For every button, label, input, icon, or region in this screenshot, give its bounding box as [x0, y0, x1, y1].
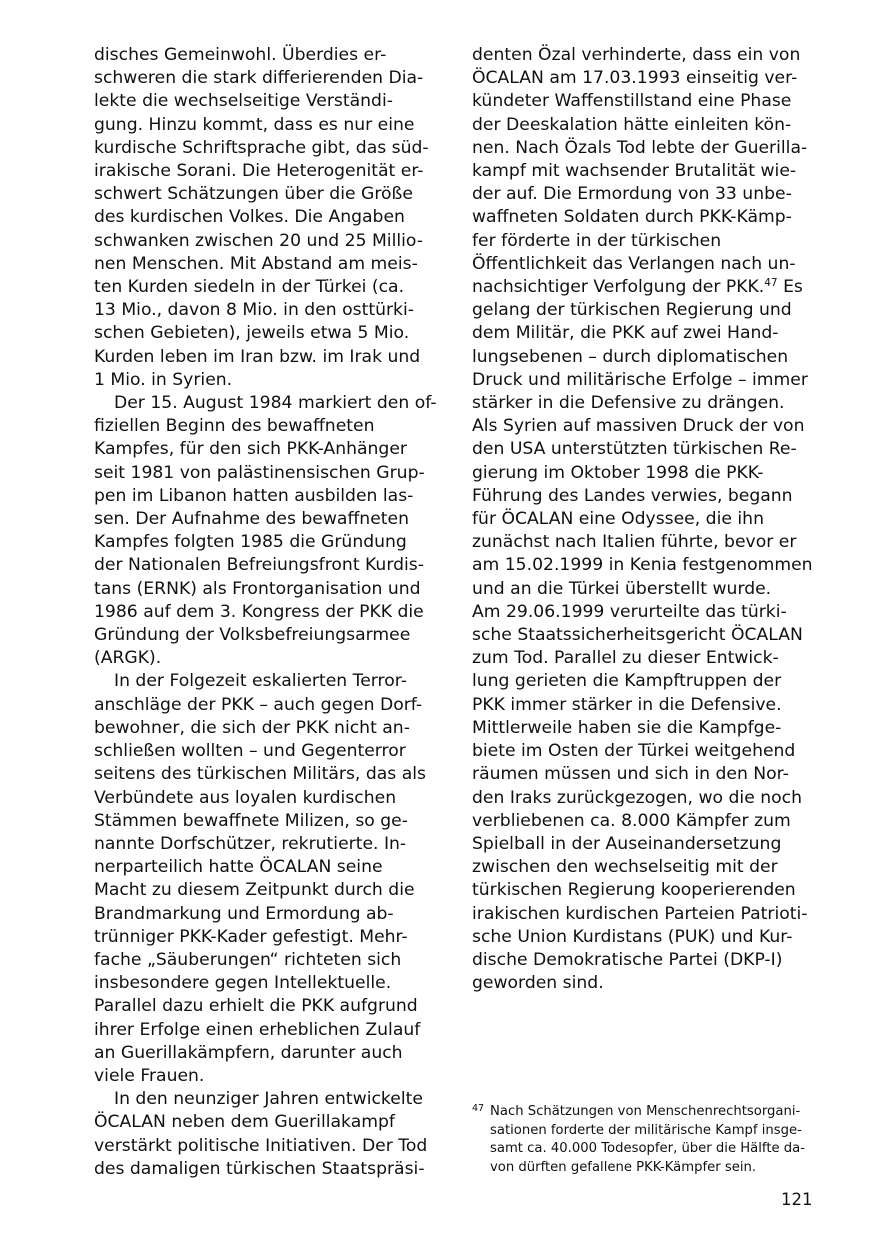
- line-text: Kampfes folgten 1985 die Gründung: [94, 532, 407, 553]
- line-text: sche Union Kurdistans (PUK) und Kur-: [472, 926, 793, 947]
- text-line: [94, 694, 439, 717]
- text-line: [94, 346, 439, 369]
- text-line: [94, 740, 439, 763]
- text-line: [472, 554, 817, 577]
- line-text: pen im Libanon hatten ausbilden las-: [94, 485, 414, 506]
- line-text: nen. Nach Özals Tod lebte der Guerilla-: [472, 137, 808, 158]
- text-line: [472, 694, 817, 717]
- text-line: [472, 462, 817, 485]
- text-line: [472, 299, 817, 322]
- line-text: nerparteilich hatte ÖCALAN seine: [94, 857, 383, 878]
- line-text: nen Menschen. Mit Abstand am meis-: [94, 253, 418, 274]
- footnote-reference: 47: [764, 277, 778, 290]
- text-line: [94, 206, 439, 229]
- line-text: PKK immer stärker in die Defensive.: [472, 694, 782, 715]
- footnote: [472, 1103, 817, 1177]
- footnote-lines: [472, 1103, 817, 1177]
- line-text: Kurden leben im Iran bzw. im Irak und: [94, 346, 421, 367]
- line-text: dem Militär, die PKK auf zwei Hand-: [472, 323, 779, 344]
- line-text: bewohner, die sich der PKK nicht an-: [94, 717, 410, 738]
- line-text: Druck und militärische Erfolge – immer: [472, 369, 808, 390]
- text-line: [94, 392, 439, 415]
- line-text: viele Frauen.: [94, 1065, 205, 1086]
- text-line: [94, 462, 439, 485]
- line-text: zwischen den wechselseitig mit der: [472, 857, 778, 878]
- line-text: sen. Der Aufnahme des bewaffneten: [94, 509, 409, 530]
- text-line: [94, 276, 439, 299]
- text-line: [472, 879, 817, 902]
- text-line: [94, 995, 439, 1018]
- line-text: seit 1981 von palästinensischen Grup-: [94, 462, 425, 483]
- line-text: Am 29.06.1999 verurteilte das türki-: [472, 601, 787, 622]
- text-line: [472, 346, 817, 369]
- text-line: [94, 554, 439, 577]
- line-text: disches Gemeinwohl. Überdies er-: [94, 45, 387, 65]
- line-text: räumen müssen und sich in den Nor-: [472, 764, 789, 785]
- line-text: Kampfes, für den sich PKK-Anhänger: [94, 439, 407, 460]
- line-text: geworden sind.: [472, 973, 604, 994]
- footnote-line: von dürften gefallene PKK-Kämpfer sein.: [490, 1159, 757, 1175]
- text-line: [94, 647, 439, 670]
- text-line: [472, 508, 817, 531]
- line-text: In den neunziger Jahren entwickelte: [114, 1089, 423, 1110]
- line-text-continued: Es: [777, 277, 803, 298]
- text-line: [472, 717, 817, 740]
- line-text: Mittlerweile haben sie die Kampfge-: [472, 717, 782, 738]
- text-line: [94, 1111, 439, 1134]
- line-text: ÖCALAN neben dem Guerillakampf: [94, 1112, 395, 1133]
- text-line: [472, 578, 817, 601]
- left-column: [94, 44, 439, 1181]
- line-text: 13 Mio., davon 8 Mio. in den osttürki-: [94, 300, 414, 321]
- text-line: [472, 949, 817, 972]
- line-text: waffneten Soldaten durch PKK-Kämp-: [472, 207, 792, 228]
- line-text: kündeter Waffenstillstand eine Phase: [472, 91, 792, 112]
- text-line: [94, 508, 439, 531]
- text-line: [94, 44, 439, 67]
- text-line: [472, 137, 817, 160]
- text-line: [94, 438, 439, 461]
- line-text: und an die Türkei überstellt wurde.: [472, 578, 772, 599]
- line-text: schen Gebieten), jeweils etwa 5 Mio.: [94, 323, 410, 344]
- line-text: fer förderte in der türkischen: [472, 230, 722, 251]
- text-line: [94, 972, 439, 995]
- line-text: der Nationalen Befreiungsfront Kurdis-: [94, 555, 424, 576]
- text-line: [94, 810, 439, 833]
- text-line: [94, 299, 439, 322]
- page-number: 121: [781, 1190, 813, 1209]
- text-line: [94, 1158, 439, 1181]
- text-line: [94, 763, 439, 786]
- text-line: [472, 160, 817, 183]
- line-text: denten Özal verhinderte, dass ein von: [472, 45, 801, 65]
- text-line: [472, 601, 817, 624]
- right-column: [472, 44, 817, 995]
- line-text: schließen wollten – und Gegenterror: [94, 741, 406, 762]
- text-line: [94, 137, 439, 160]
- line-text: verbliebenen ca. 8.000 Kämpfer zum: [472, 810, 791, 831]
- text-line: [94, 670, 439, 693]
- text-line: [94, 531, 439, 554]
- text-line: [94, 415, 439, 438]
- line-text: kampf mit wachsender Brutalität wie-: [472, 161, 797, 182]
- line-text: der Deeskalation hätte einleiten kön-: [472, 114, 792, 135]
- text-line: [94, 949, 439, 972]
- line-text: fiziellen Beginn des bewaffneten: [94, 416, 375, 437]
- line-text: In der Folgezeit eskalierten Terror-: [114, 671, 407, 692]
- text-line: [94, 926, 439, 949]
- text-line: [472, 183, 817, 206]
- line-text: seitens des türkischen Militärs, das als: [94, 764, 426, 785]
- line-text: den Iraks zurückgezogen, wo die noch: [472, 787, 802, 808]
- text-line: [94, 578, 439, 601]
- line-text: sche Staatssicherheitsgericht ÖCALAN: [472, 625, 803, 646]
- text-line: [94, 1042, 439, 1065]
- text-line: [94, 1065, 439, 1088]
- line-text: stärker in die Defensive zu drängen.: [472, 393, 785, 414]
- text-line: [94, 1019, 439, 1042]
- line-text: am 15.02.1999 in Kenia festgenommen: [472, 555, 813, 576]
- text-line: [94, 485, 439, 508]
- text-line: [94, 114, 439, 137]
- line-text: gierung im Oktober 1998 die PKK-: [472, 462, 764, 483]
- line-text: Brandmarkung und Ermordung ab-: [94, 903, 394, 924]
- line-text: nannte Dorfschützer, rekrutierte. In-: [94, 833, 407, 854]
- line-text: Spielball in der Auseinandersetzung: [472, 833, 782, 854]
- line-text: Als Syrien auf massiven Druck der von: [472, 416, 805, 437]
- text-line: [472, 322, 817, 345]
- line-text: schweren die stark differierenden Dia-: [94, 68, 424, 89]
- text-line: [472, 670, 817, 693]
- line-text: irakischen kurdischen Parteien Patrioti-: [472, 903, 808, 924]
- text-line: [94, 253, 439, 276]
- text-line: [472, 276, 817, 299]
- footnote-marker: 47: [472, 1103, 485, 1114]
- line-text: gung. Hinzu kommt, dass es nur eine: [94, 114, 415, 135]
- line-text: anschläge der PKK – auch gegen Dorf-: [94, 694, 423, 715]
- line-text: dische Demokratische Partei (DKP-I): [472, 949, 783, 970]
- text-line: [94, 856, 439, 879]
- text-line: [94, 1135, 439, 1158]
- text-line: [472, 531, 817, 554]
- text-line: [472, 647, 817, 670]
- text-line: [472, 438, 817, 461]
- line-text: biete im Osten der Türkei weitgehend: [472, 741, 796, 762]
- text-line: [94, 601, 439, 624]
- line-text: ÖCALAN am 17.03.1993 einseitig ver-: [472, 68, 798, 89]
- line-text: an Guerillakämpfern, darunter auch: [94, 1042, 403, 1063]
- line-text: 1986 auf dem 3. Kongress der PKK die: [94, 601, 424, 622]
- text-line: [94, 183, 439, 206]
- text-line: [94, 833, 439, 856]
- text-line: [472, 392, 817, 415]
- line-text: zum Tod. Parallel zu dieser Entwick-: [472, 648, 779, 669]
- line-text: insbesondere gegen Intellektuelle.: [94, 973, 392, 994]
- line-text: nachsichtiger Verfolgung der PKK.: [472, 277, 765, 298]
- text-line: [472, 624, 817, 647]
- text-line: [472, 972, 817, 995]
- text-line: [94, 369, 439, 392]
- footnote-line: samt ca. 40.000 Todesopfer, über die Hälfte da-: [490, 1141, 806, 1157]
- text-line: [472, 787, 817, 810]
- line-text: schwert Schätzungen über die Größe: [94, 184, 413, 205]
- line-text: türkischen Regierung kooperierenden: [472, 880, 796, 901]
- text-line: [472, 740, 817, 763]
- footnote-line: Nach Schätzungen von Menschenrechtsorgani-: [490, 1104, 801, 1119]
- text-line: [94, 879, 439, 902]
- line-text: trünniger PKK-Kader gefestigt. Mehr-: [94, 926, 408, 947]
- text-line: [472, 230, 817, 253]
- line-text: verstärkt politische Initiativen. Der Tod: [94, 1135, 428, 1156]
- line-text: gelang der türkischen Regierung und: [472, 300, 792, 321]
- text-line: [94, 90, 439, 113]
- text-line: [94, 787, 439, 810]
- line-text: fache „Säuberungen“ richteten sich: [94, 949, 402, 970]
- line-text: (ARGK).: [94, 648, 162, 669]
- text-line: [472, 415, 817, 438]
- footnote-line: sationen forderte der militärische Kampf insge-: [490, 1122, 802, 1138]
- text-line: [94, 230, 439, 253]
- line-text: Der 15. August 1984 markiert den of-: [114, 393, 437, 414]
- text-line: [472, 926, 817, 949]
- line-text: lungsebenen – durch diplomatischen: [472, 346, 789, 367]
- line-text: schwanken zwischen 20 und 25 Millio-: [94, 230, 423, 251]
- text-line: [94, 903, 439, 926]
- text-line: [472, 67, 817, 90]
- text-line: [472, 763, 817, 786]
- line-text: kurdische Schriftsprache gibt, das süd-: [94, 137, 429, 158]
- text-line: [94, 1088, 439, 1111]
- text-line: [94, 67, 439, 90]
- text-line: [94, 717, 439, 740]
- line-text: Öffentlichkeit das Verlangen nach un-: [472, 253, 796, 274]
- line-text: des kurdischen Volkes. Die Angaben: [94, 207, 405, 228]
- line-text: den USA unterstützten türkischen Re-: [472, 439, 797, 460]
- text-line: [472, 485, 817, 508]
- text-line: [94, 624, 439, 647]
- line-text: irakische Sorani. Die Heterogenität er-: [94, 161, 424, 182]
- line-text: 1 Mio. in Syrien.: [94, 369, 233, 390]
- line-text: Stämmen bewaffnete Milizen, so ge-: [94, 810, 408, 831]
- line-text: Parallel dazu erhielt die PKK aufgrund: [94, 996, 418, 1017]
- text-line: [472, 903, 817, 926]
- line-text: lekte die wechselseitige Verständi-: [94, 91, 393, 112]
- text-line: [94, 160, 439, 183]
- line-text: Verbündete aus loyalen kurdischen: [94, 787, 397, 808]
- line-text: ten Kurden siedeln in der Türkei (ca.: [94, 277, 405, 298]
- line-text: lung gerieten die Kampftruppen der: [472, 671, 782, 692]
- line-text: des damaligen türkischen Staatspräsi-: [94, 1158, 425, 1179]
- line-text: tans (ERNK) als Frontorganisation und: [94, 578, 421, 599]
- line-text: für ÖCALAN eine Odyssee, die ihn: [472, 509, 764, 530]
- line-text: Führung des Landes verwies, begann: [472, 485, 793, 506]
- text-line: [472, 856, 817, 879]
- text-line: [472, 206, 817, 229]
- text-line: [472, 44, 817, 67]
- text-line: [472, 90, 817, 113]
- line-text: ihrer Erfolge einen erheblichen Zulauf: [94, 1019, 421, 1040]
- text-line: [472, 114, 817, 137]
- text-line: [472, 833, 817, 856]
- text-line: [472, 369, 817, 392]
- line-text: zunächst nach Italien führte, bevor er: [472, 532, 797, 553]
- line-text: Macht zu diesem Zeitpunkt durch die: [94, 880, 415, 901]
- line-text: der auf. Die Ermordung von 33 unbe-: [472, 184, 792, 205]
- text-line: [94, 322, 439, 345]
- line-text: Gründung der Volksbefreiungsarmee: [94, 625, 411, 646]
- text-line: [472, 253, 817, 276]
- text-line: [472, 810, 817, 833]
